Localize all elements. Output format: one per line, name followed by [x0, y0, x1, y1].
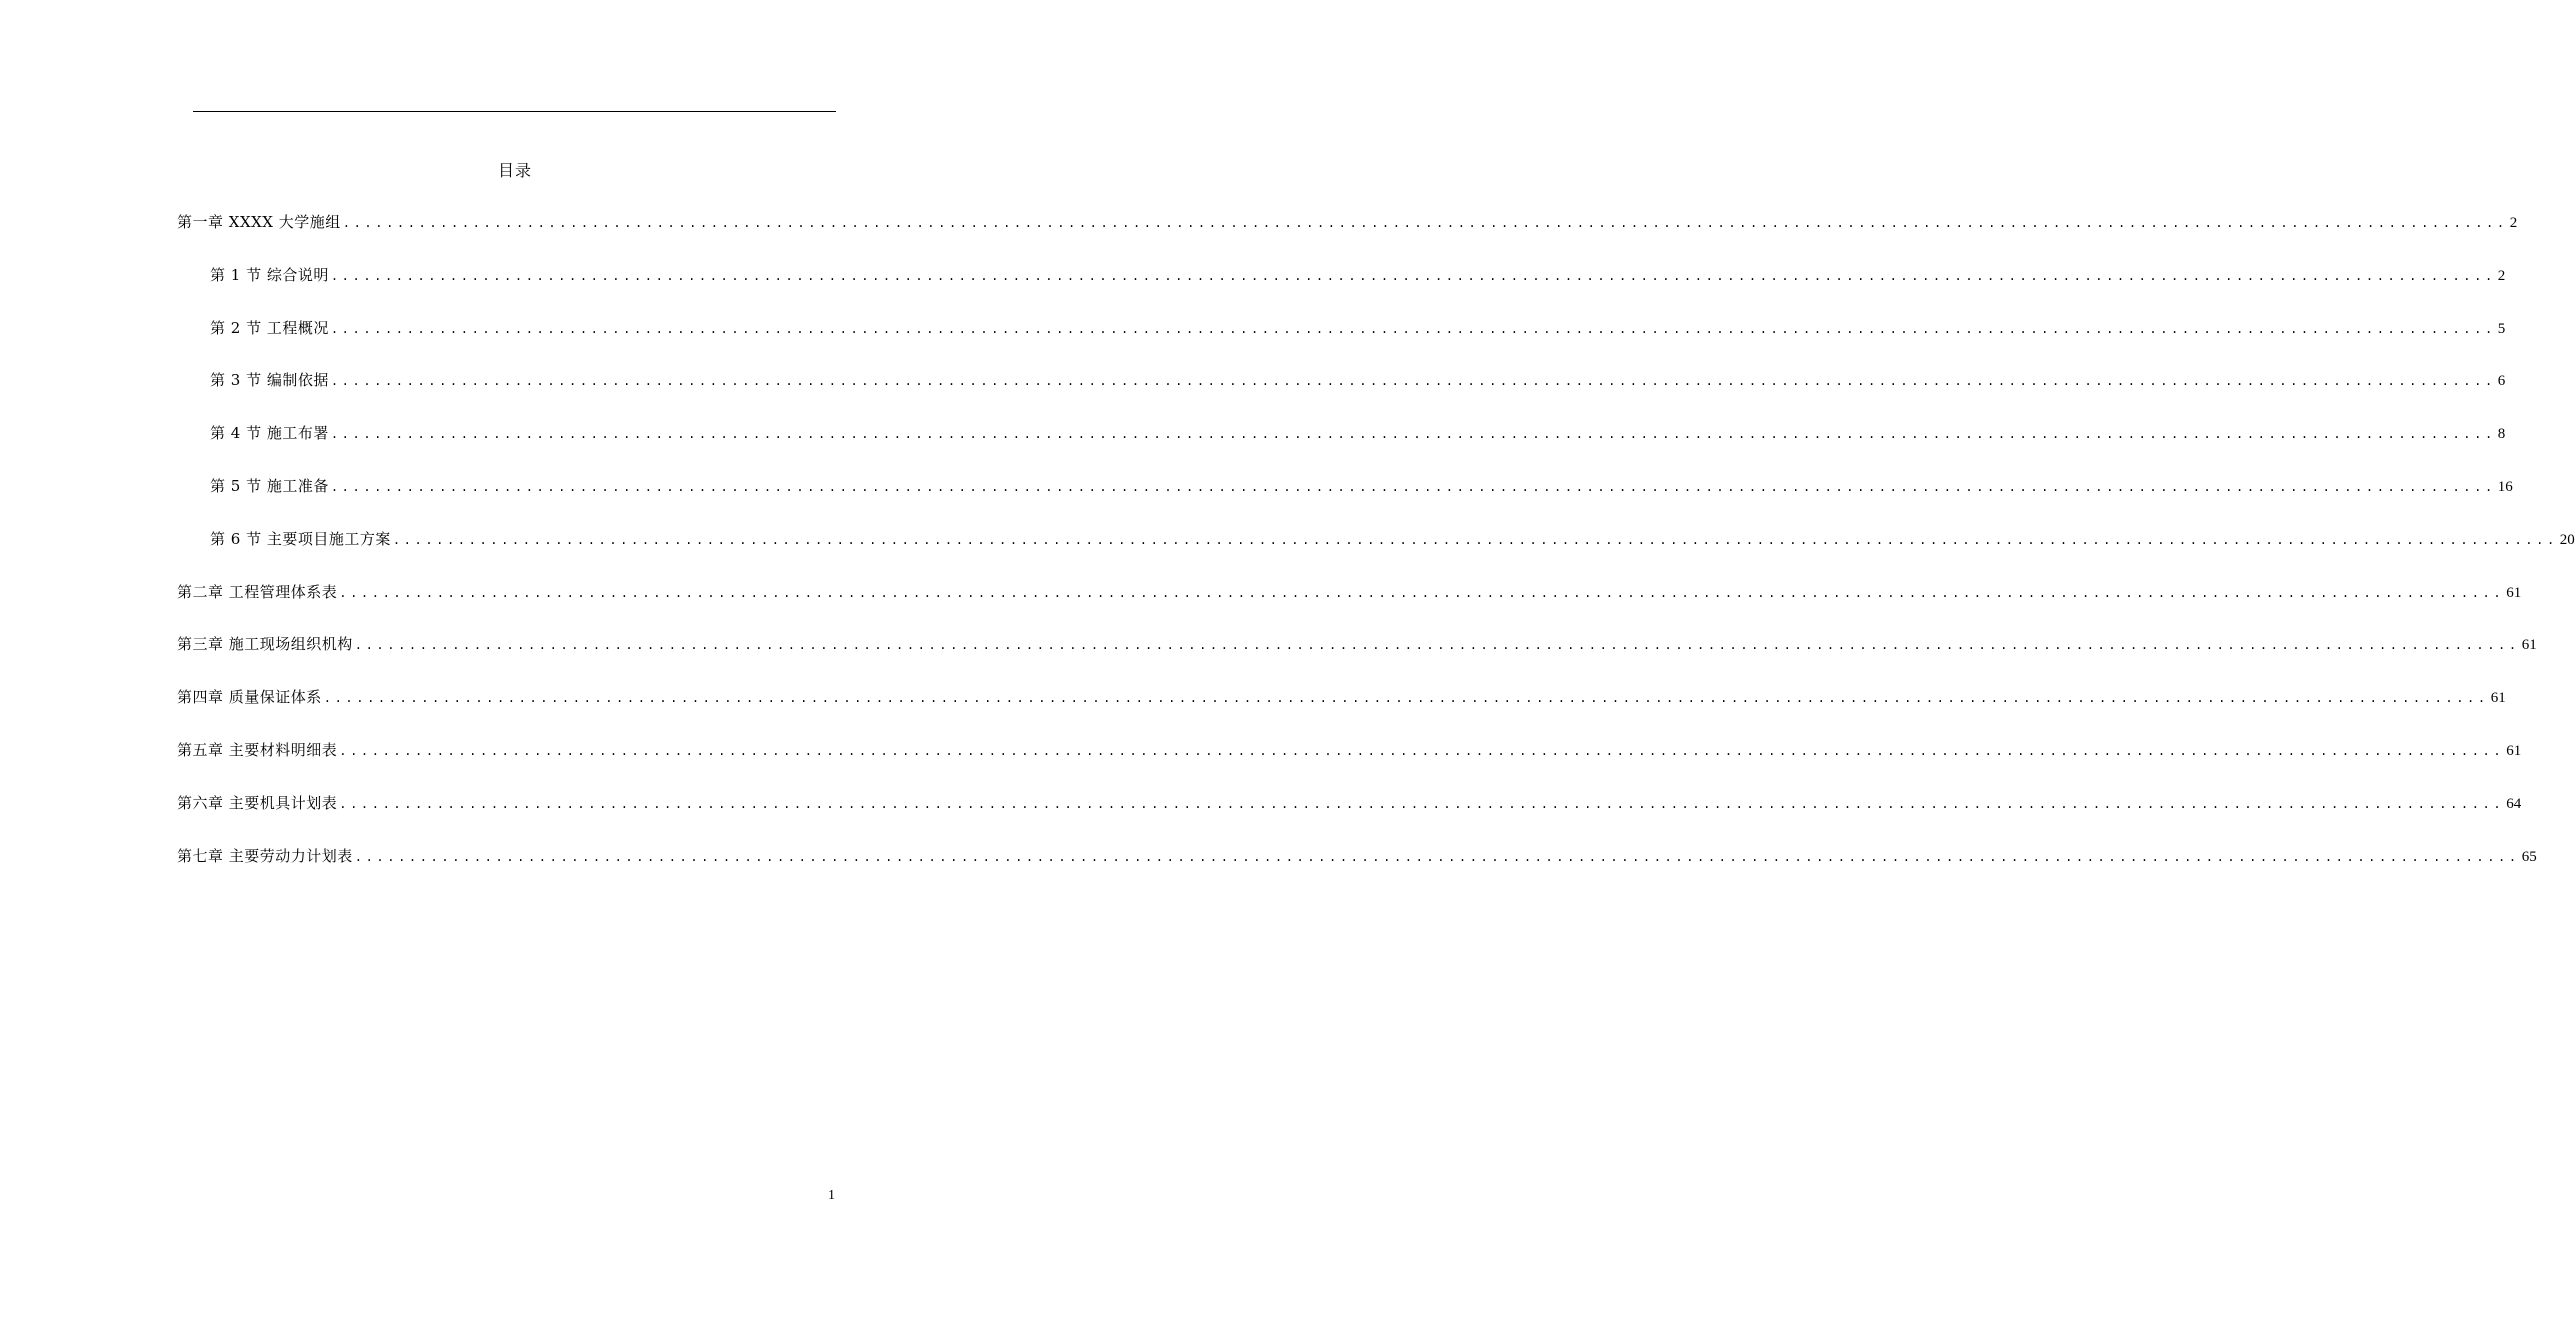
- toc-entry[interactable]: [210, 318, 2506, 338]
- toc-entry-label: 第 1 节 综合说明: [210, 265, 329, 284]
- toc-entry-page: 61: [2506, 584, 2522, 601]
- toc-leader-dots: ........................................................................................................................................................................................................: [330, 374, 2496, 389]
- toc-leader-dots: ........................................................................................................................................................................................................: [330, 268, 2496, 283]
- toc-entry[interactable]: [177, 634, 2537, 654]
- toc-leader-dots: ........................................................................................................................................................................................................: [339, 585, 2505, 600]
- toc-entry-page: 5: [2497, 320, 2506, 337]
- toc-entry-page: 61: [2490, 690, 2506, 707]
- toc-leader-dots: ........................................................................................................................................................................................................: [392, 532, 2558, 547]
- toc-entry-page: 16: [2497, 479, 2513, 495]
- toc-leader-dots: ........................................................................................................................................................................................................: [354, 849, 2520, 864]
- toc-leader-dots: ........................................................................................................................................................................................................: [330, 480, 2496, 494]
- toc-entry[interactable]: [210, 529, 2575, 549]
- toc-entry-label: 第 2 节 工程概况: [210, 318, 329, 337]
- toc-entry-page: 20: [2559, 531, 2575, 548]
- toc-entry[interactable]: [177, 846, 2537, 866]
- toc-entry-label: 第三章 施工现场组织机构: [177, 635, 353, 654]
- toc-entry-page: 61: [2506, 743, 2522, 759]
- toc-entry-label: 第 4 节 施工布署: [210, 424, 329, 443]
- toc-entry-page: 8: [2497, 426, 2506, 443]
- toc-entry-label: 第二章 工程管理体系表: [177, 582, 338, 601]
- toc-leader-dots: ........................................................................................................................................................................................................: [330, 321, 2496, 336]
- toc-entry[interactable]: [210, 265, 2506, 285]
- toc-entry-label: 第 5 节 施工准备: [210, 477, 329, 495]
- toc-entry-page: 65: [2521, 848, 2537, 865]
- toc-entry-label: 第六章 主要机具计划表: [177, 793, 338, 812]
- toc-leader-dots: ........................................................................................................................................................................................................: [323, 691, 2489, 706]
- toc-entry-page: 61: [2521, 637, 2537, 654]
- toc-entry-label: 第 6 节 主要项目施工方案: [210, 529, 391, 548]
- toc-entry[interactable]: [177, 212, 2518, 232]
- toc-entry[interactable]: [210, 423, 2506, 443]
- toc-entry[interactable]: [210, 370, 2506, 390]
- toc-entry[interactable]: [177, 740, 2522, 760]
- toc-leader-dots: ........................................................................................................................................................................................................: [342, 216, 2508, 230]
- toc-entry[interactable]: [177, 687, 2506, 707]
- toc-entry-label: 第一章 XXXX 大学施组: [177, 213, 341, 231]
- toc-entry-page: 6: [2497, 373, 2506, 390]
- toc-leader-dots: ........................................................................................................................................................................................................: [330, 427, 2496, 442]
- toc-leader-dots: ........................................................................................................................................................................................................: [339, 744, 2505, 758]
- page-number: 1: [828, 1188, 835, 1203]
- toc-entry[interactable]: [210, 476, 2513, 496]
- toc-entry-label: 第 3 节 编制依据: [210, 371, 329, 390]
- toc-entry-page: 2: [2509, 215, 2518, 231]
- toc-leader-dots: ........................................................................................................................................................................................................: [339, 796, 2505, 811]
- toc-entry-label: 第五章 主要材料明细表: [177, 741, 338, 759]
- toc-entry-page: 64: [2506, 795, 2522, 812]
- toc-entry-page: 2: [2497, 267, 2506, 284]
- toc-entry-label: 第四章 质量保证体系: [177, 688, 322, 707]
- toc-entry[interactable]: [177, 582, 2522, 602]
- toc-title: 目录: [497, 161, 532, 180]
- toc-leader-dots: ........................................................................................................................................................................................................: [354, 638, 2520, 653]
- toc-entry[interactable]: [177, 793, 2522, 813]
- toc-entry-label: 第七章 主要劳动力计划表: [177, 846, 353, 865]
